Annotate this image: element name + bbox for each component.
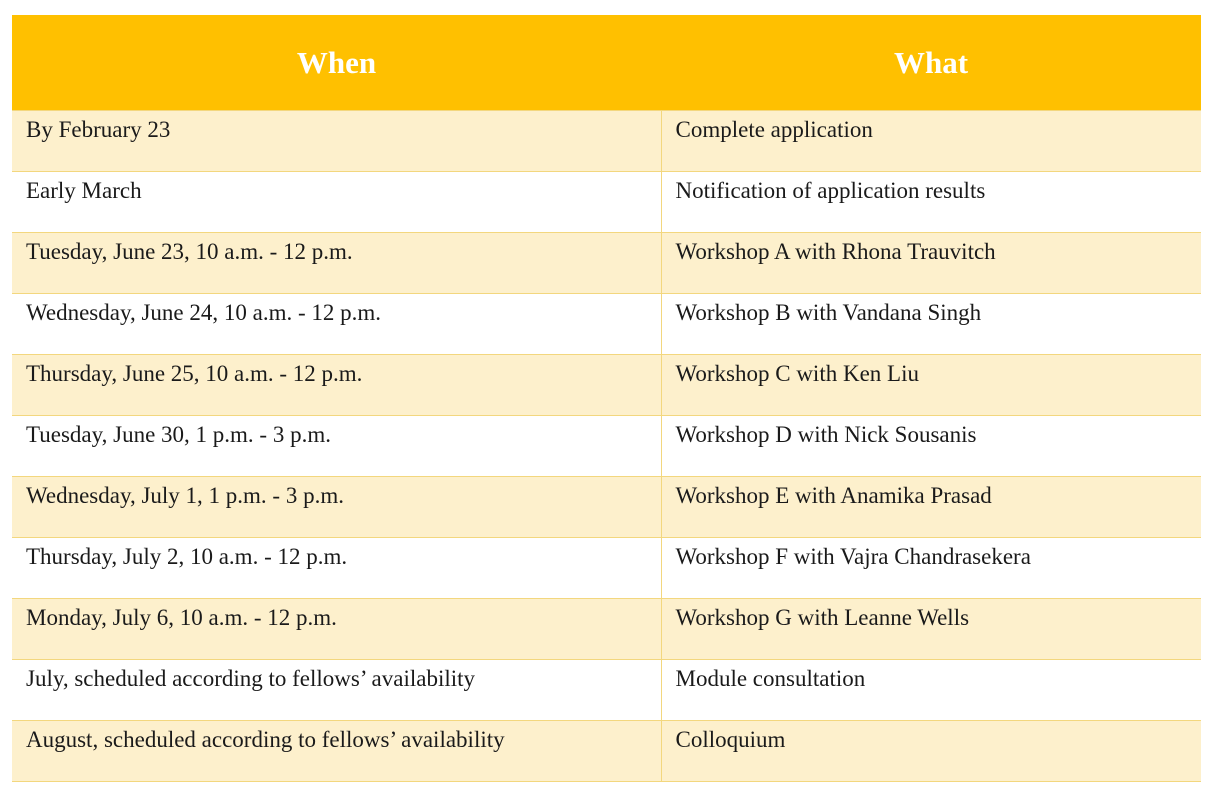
when-cell bbox=[12, 599, 661, 660]
what-text: Workshop F with Vajra Chandrasekera bbox=[675, 544, 1031, 569]
what-text: Notification of application results bbox=[675, 178, 986, 203]
schedule-table bbox=[12, 15, 1201, 782]
when-text: Early March bbox=[26, 178, 142, 203]
what-text: Module consultation bbox=[675, 666, 866, 691]
when-cell bbox=[12, 172, 661, 233]
when-cell bbox=[12, 233, 661, 294]
what-text: Colloquium bbox=[675, 727, 786, 752]
when-text: Thursday, June 25, 10 a.m. - 12 p.m. bbox=[26, 361, 363, 386]
header-row bbox=[12, 15, 1201, 111]
when-cell bbox=[12, 660, 661, 721]
table-row bbox=[12, 111, 1201, 172]
table-row bbox=[12, 721, 1201, 782]
what-text: Workshop C with Ken Liu bbox=[675, 361, 919, 386]
table-row bbox=[12, 172, 1201, 233]
what-column-header: What bbox=[661, 15, 1201, 111]
what-text: Workshop G with Leanne Wells bbox=[675, 605, 970, 630]
what-cell bbox=[661, 721, 1201, 782]
when-text: Wednesday, June 24, 10 a.m. - 12 p.m. bbox=[26, 300, 382, 325]
table-row bbox=[12, 416, 1201, 477]
what-cell bbox=[661, 538, 1201, 599]
table-row bbox=[12, 477, 1201, 538]
when-text: Monday, July 6, 10 a.m. - 12 p.m. bbox=[26, 605, 337, 630]
what-text: Complete application bbox=[675, 117, 873, 142]
when-cell bbox=[12, 294, 661, 355]
what-cell bbox=[661, 172, 1201, 233]
when-cell bbox=[12, 416, 661, 477]
when-cell bbox=[12, 721, 661, 782]
when-text: August, scheduled according to fellows’ availability bbox=[26, 727, 505, 752]
what-cell bbox=[661, 477, 1201, 538]
when-column-header: When bbox=[12, 15, 661, 111]
when-cell bbox=[12, 477, 661, 538]
when-text: Wednesday, July 1, 1 p.m. - 3 p.m. bbox=[26, 483, 344, 508]
when-text: Thursday, July 2, 10 a.m. - 12 p.m. bbox=[26, 544, 348, 569]
what-text: Workshop A with Rhona Trauvitch bbox=[675, 239, 996, 264]
when-text: Tuesday, June 23, 10 a.m. - 12 p.m. bbox=[26, 239, 353, 264]
what-text: Workshop D with Nick Sousanis bbox=[675, 422, 977, 447]
when-text: July, scheduled according to fellows’ availability bbox=[26, 666, 476, 691]
table-row bbox=[12, 355, 1201, 416]
what-text: Workshop B with Vandana Singh bbox=[675, 300, 982, 325]
what-cell bbox=[661, 294, 1201, 355]
what-cell bbox=[661, 111, 1201, 172]
when-text: Tuesday, June 30, 1 p.m. - 3 p.m. bbox=[26, 422, 331, 447]
table-row bbox=[12, 294, 1201, 355]
when-cell bbox=[12, 111, 661, 172]
what-cell bbox=[661, 416, 1201, 477]
what-cell bbox=[661, 599, 1201, 660]
table-row bbox=[12, 538, 1201, 599]
when-cell bbox=[12, 355, 661, 416]
what-text: Workshop E with Anamika Prasad bbox=[675, 483, 992, 508]
what-cell bbox=[661, 233, 1201, 294]
table-row bbox=[12, 599, 1201, 660]
when-cell bbox=[12, 538, 661, 599]
when-text: By February 23 bbox=[26, 117, 171, 142]
table-row bbox=[12, 660, 1201, 721]
what-cell bbox=[661, 660, 1201, 721]
what-cell bbox=[661, 355, 1201, 416]
table-row bbox=[12, 233, 1201, 294]
